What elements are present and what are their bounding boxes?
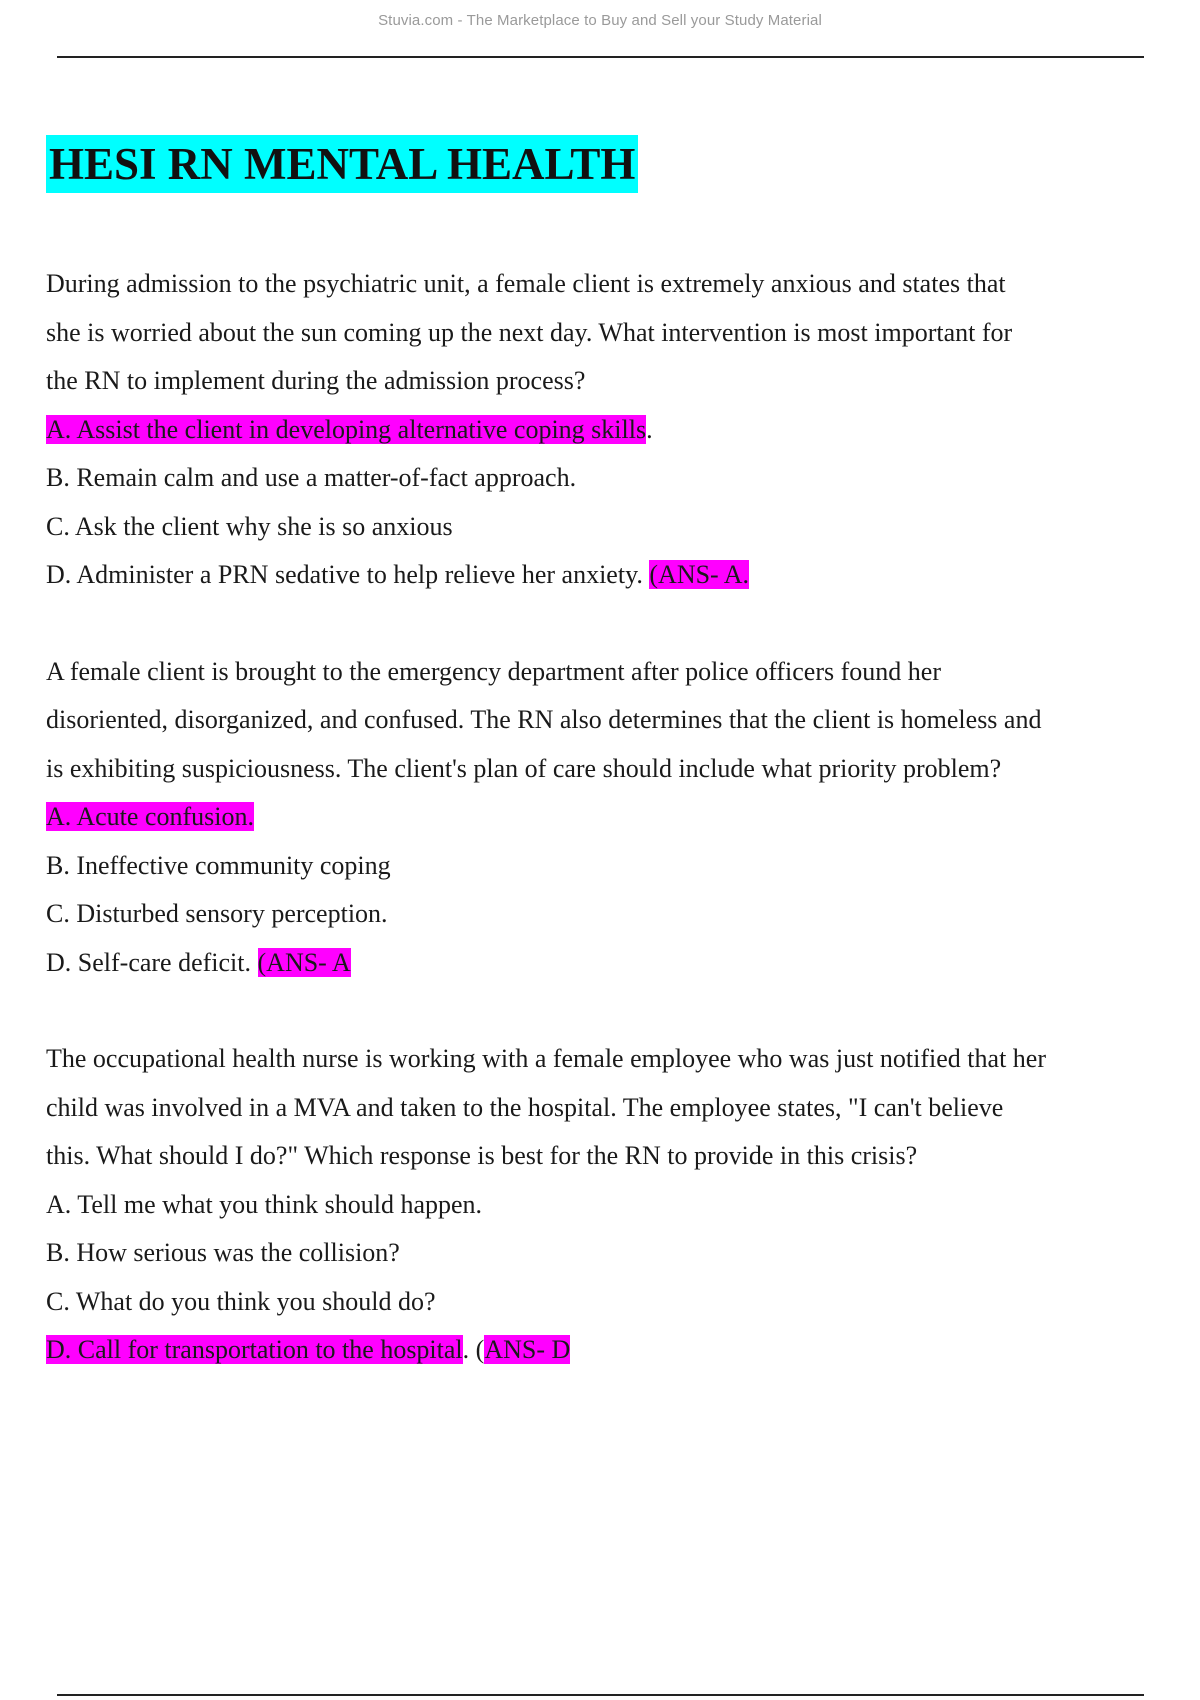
correct-answer-highlight: D. Call for transportation to the hospital <box>46 1335 463 1364</box>
header-rule <box>57 56 1144 58</box>
question-stem: The occupational health nurse is working with a female employee who was just notified that her child was involved in a MVA and taken to the hospital. The employee states, "I can't believe this. What should I do?" Which response is best for the RN to provide in this crisis? <box>46 1044 1046 1170</box>
option-b: B. How serious was the collision? <box>46 1238 400 1267</box>
question-stem: During admission to the psychiatric unit, a female client is extremely anxious and states that she is worried about the sun coming up the next day. What intervention is most important for the RN to implement during the admission process? <box>46 269 1013 395</box>
answer-key: (ANS- A <box>257 947 351 977</box>
option-c: C. Ask the client why she is so anxious <box>46 511 453 541</box>
option-d <box>46 1326 1046 1375</box>
option-suffix: . ( <box>462 1335 485 1364</box>
document-body <box>46 260 1046 1375</box>
option-d <box>46 939 1046 988</box>
option-a <box>46 406 1046 455</box>
option-a: A. Tell me what you think should happen. <box>46 1189 483 1219</box>
option-c: C. What do you think you should do? <box>46 1286 436 1316</box>
option-text: D. Administer a PRN sedative to help relieve her anxiety. <box>46 560 650 589</box>
option-d <box>46 551 1046 600</box>
question-2 <box>46 648 1046 988</box>
correct-answer-highlight: A. Assist the client in developing alternative coping skills <box>46 414 647 444</box>
option-text: D. Self-care deficit. <box>46 947 258 977</box>
document-title: HESI RN MENTAL HEALTH <box>46 135 638 193</box>
option-b: B. Remain calm and use a matter-of-fact approach. <box>46 463 577 492</box>
question-1 <box>46 260 1046 600</box>
option-c: C. Disturbed sensory perception. <box>46 899 388 928</box>
option-suffix: . <box>646 414 653 444</box>
answer-key: (ANS- A. <box>649 560 750 589</box>
option-b: B. Ineffective community coping <box>46 850 391 880</box>
footer-rule <box>57 1694 1144 1696</box>
answer-key: ANS- D <box>484 1335 571 1364</box>
site-header: Stuvia.com - The Marketplace to Buy and Sell your Study Material <box>378 12 822 29</box>
question-stem: A female client is brought to the emergency department after police officers found her disoriented, disorganized, and confused. The RN also determines that the client is homeless and is exhibiting suspiciousness. The client's plan of care should include what priority problem? <box>46 656 1042 783</box>
option-a <box>46 793 1046 842</box>
question-3 <box>46 1035 1046 1375</box>
correct-answer-highlight: A. Acute confusion. <box>46 802 254 831</box>
